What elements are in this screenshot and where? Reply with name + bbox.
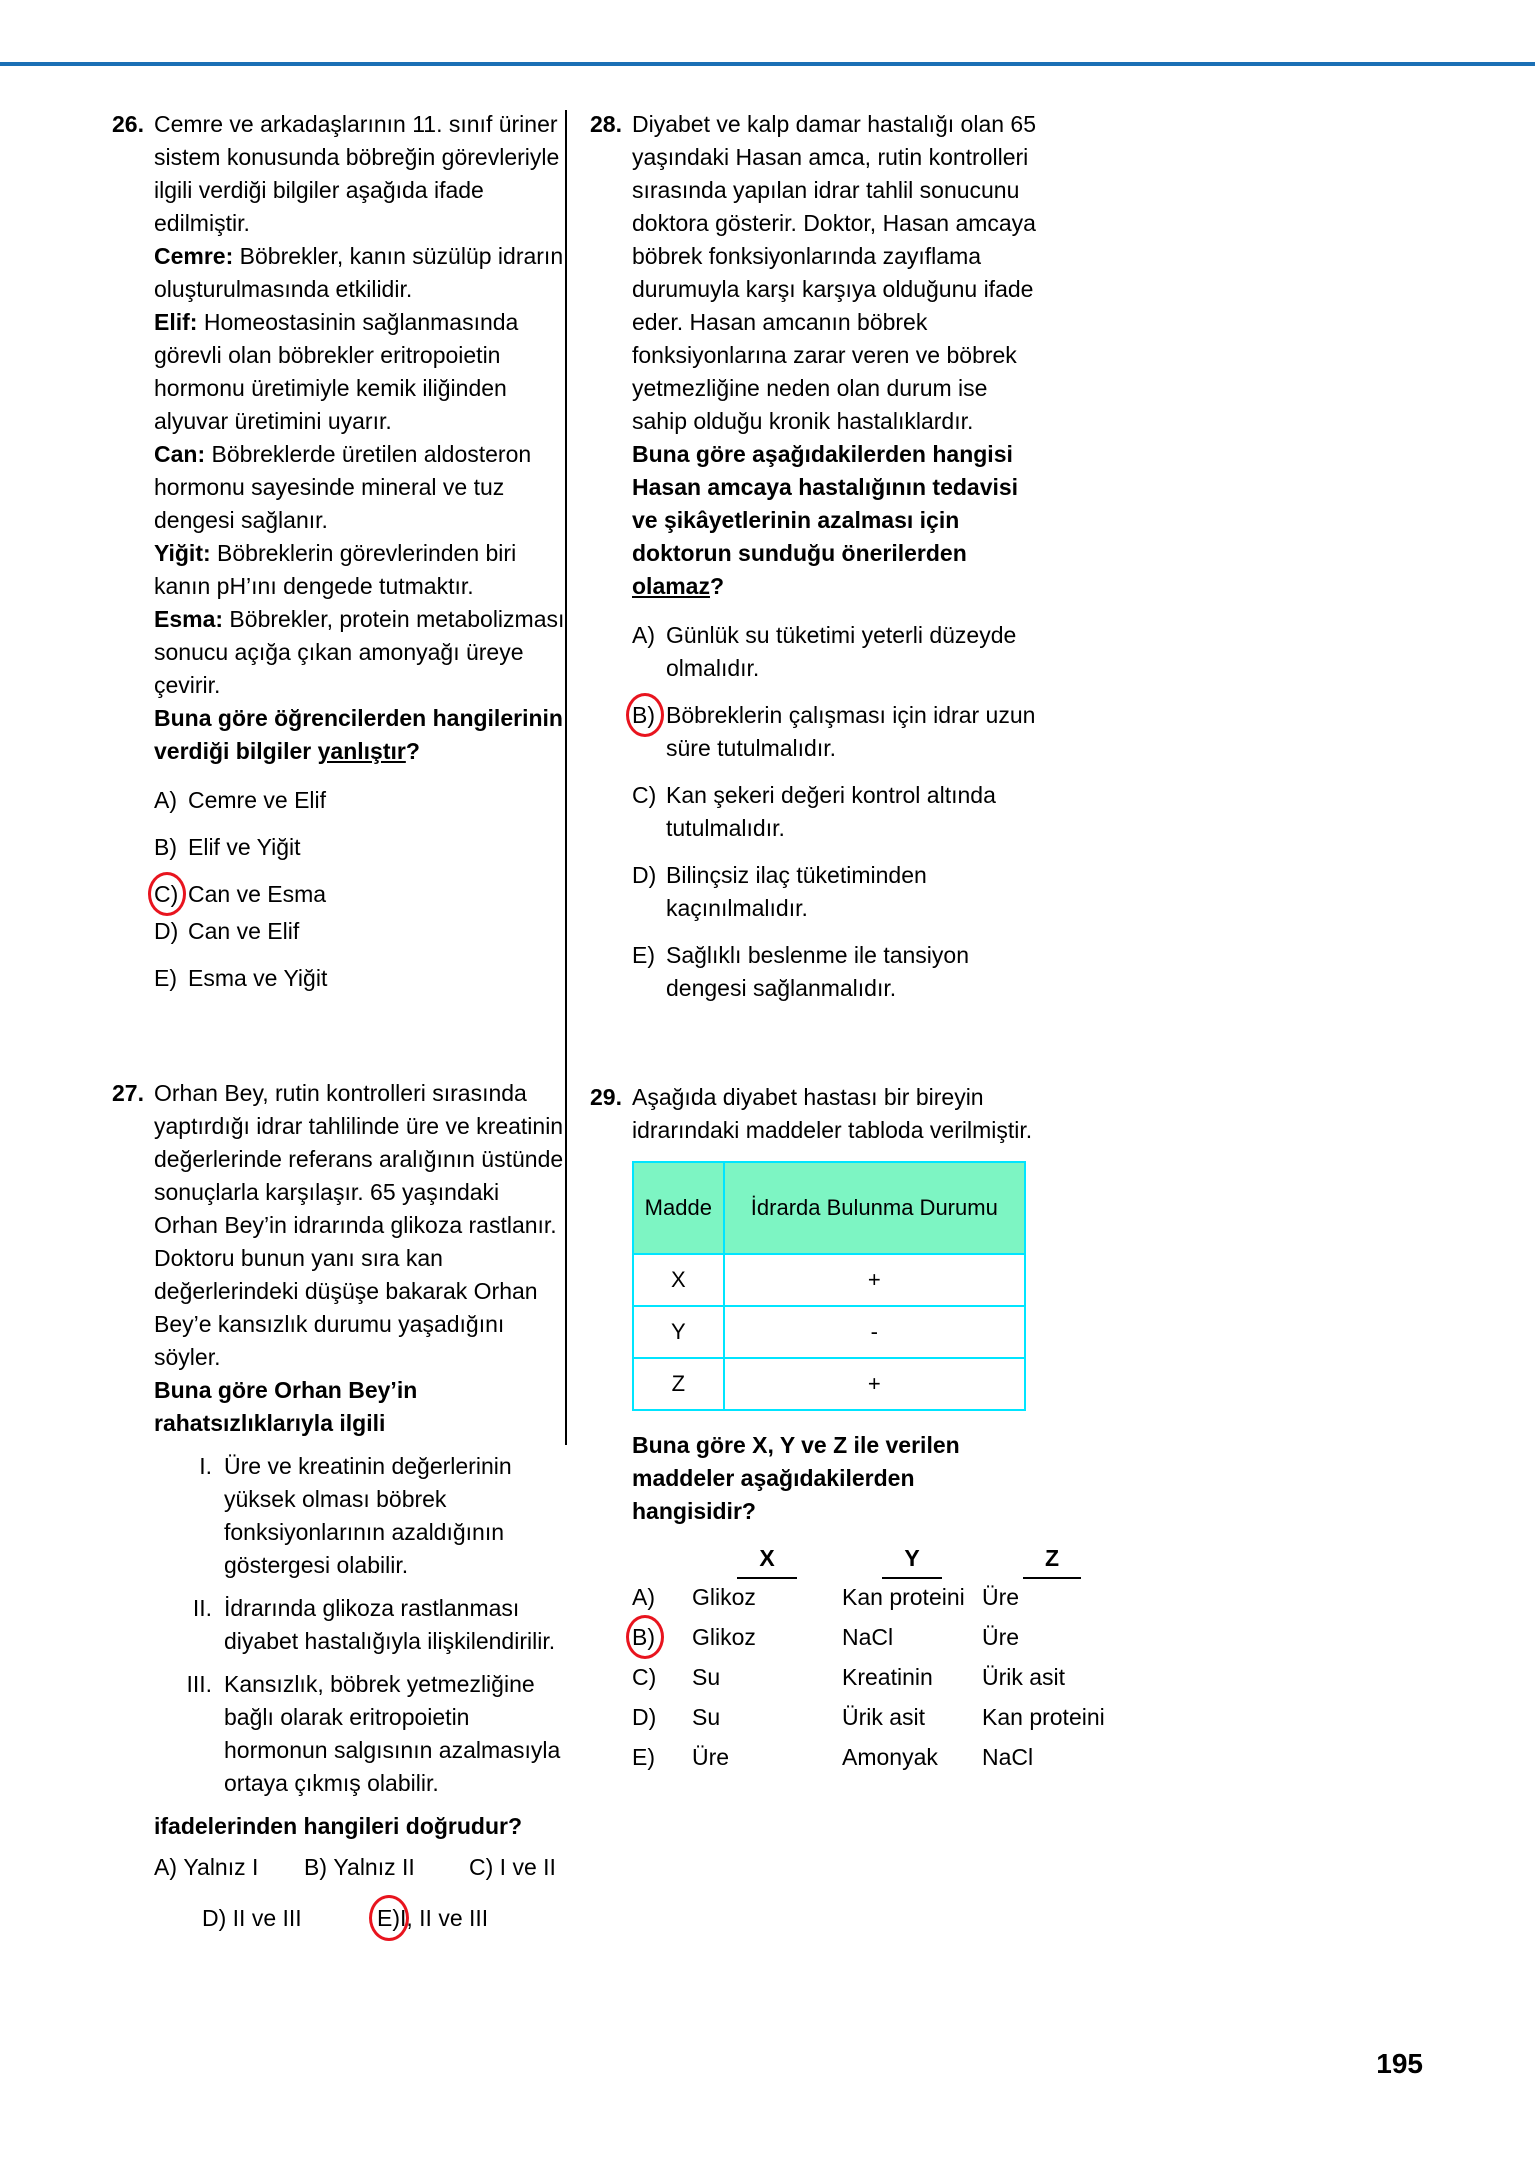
option-28-b[interactable] [632,699,1040,765]
option-29-d-x: Su [692,1704,721,1730]
option-28-d-text: Bilinçsiz ilaç tüketiminden kaçınılmalıdır. [666,862,927,921]
roman-ii-label: II. [192,1595,212,1621]
option-28-d[interactable] [632,859,1040,925]
question-27-romans [176,1450,567,1800]
question-28-prompt-keyword: olamaz [632,573,710,599]
option-28-c[interactable] [632,779,1040,845]
option-29-c-x: Su [692,1664,721,1690]
table-cell-y-name: Y [633,1306,724,1358]
option-29-d-label: D) [632,1704,657,1730]
statement-cemre [154,240,567,306]
statement-cemre-text: Böbrekler, kanın süzülüp idrarın oluşturulmasında etkilidir. [154,243,564,302]
option-28-e-text: Sağlıklı beslenme ile tansiyon dengesi sağlanmalıdır. [666,942,969,1001]
roman-iii-label: III. [186,1671,212,1697]
table-row [633,1358,1025,1410]
option-29-e-x: Üre [692,1744,730,1770]
statement-yigit-text: Böbreklerin görevlerinden biri kanın pH’ını dengede tutmaktır. [154,540,517,599]
question-28-prompt-pre: Buna göre aşağıdakilerden hangisi Hasan amcaya hastalığının tedavisi ve şikâyetlerinin azalması için doktorun sunduğu önerilerden [632,441,1019,566]
option-29-e-label: E) [632,1744,655,1770]
answer-header-z: Z [982,1542,1122,1579]
question-27-stem: Orhan Bey, rutin kontrolleri sırasında yaptırdığı idrar tahlilinde üre ve kreatinin değerlerinde referans aralığının üstünde sonuçlarla karşılaşır. 65 yaşındaki Orhan Bey’in idrarında glikoza rastlanır. Doktoru bunun yanı sıra kan değerlerindeki düşüşe bakarak Orhan Bey’e kansızlık durumu yaşadığını söyler. [154,1080,564,1370]
question-26-prompt-post: ? [405,738,420,764]
question-29 [590,1081,1105,1774]
option-27-c-text: I ve II [499,1854,556,1880]
option-27-d-text: II ve III [232,1905,302,1931]
urine-substances-table [632,1161,1026,1411]
question-29-stem: Aşağıda diyabet hastası bir bireyin idrarındaki maddeler tabloda verilmiştir. [632,1084,1033,1143]
option-27-b-text: Yalnız II [333,1854,415,1880]
question-28-options [632,619,1040,1005]
option-29-a-x: Glikoz [692,1584,756,1610]
roman-ii-text: İdrarında glikoza rastlanması diyabet hastalığıyla ilişkilendirilir. [224,1595,556,1654]
question-gap [590,1019,1040,1081]
option-26-a-label: A) [154,787,177,813]
option-28-c-label: C) [632,782,657,808]
option-29-b[interactable] [632,1621,1040,1654]
option-28-b-label: B) [632,702,655,728]
question-26-body [154,108,567,995]
roman-item-iii [176,1668,567,1800]
option-28-e[interactable] [632,939,1040,1005]
option-29-e[interactable] [632,1741,1040,1774]
question-26-options [154,784,567,995]
option-27-c-label: C) [469,1854,494,1880]
question-28-stem: Diyabet ve kalp damar hastalığı olan 65 yaşındaki Hasan amca, rutin kontrolleri sırasında yapılan idrar tahlil sonucunu doktora gösterir. Doktor, Hasan amcaya böbrek fonksiyonlarında zayıflama durumuyla karşı karşıya olduğunu ifade eder. Hasan amcanın böbrek fonksiyonlarına zarar veren ve böbrek yetmezliğine neden olan durum ise sahip olduğu kronik hastalıklardır. [632,111,1037,434]
option-26-c[interactable] [154,878,567,911]
option-27-e-text: I, II ve III [400,1905,489,1931]
speaker-can: Can: [154,441,206,467]
question-29-number: 29. [590,1084,622,1110]
table-row [633,1306,1025,1358]
option-29-c-z: Ürik asit [982,1664,1066,1690]
option-28-a[interactable] [632,619,1040,685]
speaker-esma: Esma: [154,606,224,632]
roman-iii-text: Kansızlık, böbrek yetmezliğine bağlı olarak eritropoietin hormonun salgısının azalmasıyla ortaya çıkmış olabilir. [224,1671,561,1796]
question-28-prompt [632,438,1040,603]
option-29-b-z: Üre [982,1624,1020,1650]
option-26-e-text: Esma ve Yiğit [188,965,328,991]
question-28-number: 28. [590,111,622,137]
question-26-number: 26. [112,111,144,137]
option-27-a-text: Yalnız I [183,1854,259,1880]
option-27-b-label: B) [304,1854,327,1880]
option-29-c[interactable] [632,1661,1066,1694]
option-26-e[interactable] [154,962,567,995]
option-29-b-y: NaCl [842,1624,894,1650]
question-27-options [154,1851,567,1935]
option-27-d[interactable] [202,1902,377,1935]
table-cell-z-name: Z [633,1358,724,1410]
statement-elif [154,306,567,438]
option-27-c[interactable] [469,1851,556,1884]
option-27-a-label: A) [154,1854,177,1880]
option-28-a-text: Günlük su tüketimi yeterli düzeyde olmalıdır. [666,622,1017,681]
option-26-c-label: C) [154,881,179,907]
option-27-b[interactable] [304,1851,469,1884]
header-rule [0,62,1535,66]
statement-esma [154,603,567,702]
table-header-row [633,1162,1025,1254]
option-29-c-y: Kreatinin [842,1664,933,1690]
option-26-b-label: B) [154,834,177,860]
question-26-prompt [154,702,567,768]
option-29-c-label: C) [632,1664,657,1690]
option-29-a-z: Üre [982,1584,1020,1610]
option-27-e[interactable] [377,1902,488,1935]
statement-can [154,438,567,537]
question-29-options [632,1542,1105,1774]
answer-header-spacer [632,1542,692,1579]
table-cell-x-name: X [633,1254,724,1306]
question-26-prompt-pre: Buna göre öğrencilerden hangilerinin verdiği bilgiler [154,705,563,764]
option-29-d-z: Kan proteini [982,1704,1105,1730]
speaker-cemre: Cemre: [154,243,234,269]
option-28-c-text: Kan şekeri değeri kontrol altında tutulmalıdır. [666,782,996,841]
option-26-c-text: Can ve Esma [188,881,327,907]
table-cell-z-value: + [724,1358,1025,1410]
answer-header-y: Y [842,1542,982,1579]
table-header-durum: İdrarda Bulunma Durumu [724,1162,1025,1254]
question-27-body [154,1077,567,1935]
statement-can-text: Böbreklerde üretilen aldosteron hormonu sayesinde mineral ve tuz dengesi sağlanır. [154,441,532,533]
question-29-prompt: Buna göre X, Y ve Z ile verilen maddeler aşağıdakilerden hangisidir? [632,1432,960,1524]
table-row [633,1254,1025,1306]
question-26-stem: Cemre ve arkadaşlarının 11. sınıf üriner sistem konusunda böbreğin görevleriyle ilgili verdiği bilgiler aşağıda ifade edilmiştir. [154,111,560,236]
option-29-a[interactable] [632,1581,1040,1614]
option-26-a[interactable] [154,784,567,817]
page-number: 195 [1376,2048,1423,2079]
roman-i-label: I. [199,1453,212,1479]
speaker-yigit: Yiğit: [154,540,211,566]
option-26-a-text: Cemre ve Elif [188,787,327,813]
option-29-a-label: A) [632,1584,655,1610]
option-28-a-label: A) [632,622,655,648]
option-27-e-label: E) [377,1905,400,1931]
speaker-elif: Elif: [154,309,198,335]
option-29-a-y: Kan proteini [842,1584,965,1610]
statement-esma-text: Böbrekler, protein metabolizması sonucu açığa çıkan amonyağı üreye çevirir. [154,606,565,698]
option-26-d[interactable] [154,915,567,948]
roman-item-i [176,1450,567,1582]
question-29-body [632,1081,1105,1774]
option-29-b-x: Glikoz [692,1624,756,1650]
option-29-d-y: Ürik asit [842,1704,926,1730]
option-29-e-z: NaCl [982,1744,1034,1770]
question-28-body [632,108,1040,1005]
statement-yigit [154,537,567,603]
right-column [590,108,1105,1781]
question-26-prompt-keyword: yanlıştır [317,738,406,764]
question-27 [112,1077,567,1935]
option-27-a[interactable] [154,1851,304,1884]
option-27-d-label: D) [202,1905,227,1931]
table-header-madde: Madde [633,1162,724,1254]
question-27-options-row-2 [202,1902,567,1935]
option-26-b-text: Elif ve Yiğit [188,834,301,860]
question-27-number: 27. [112,1080,144,1106]
roman-i-text: Üre ve kreatinin değerlerinin yüksek olması böbrek fonksiyonlarının azaldığının göstergesi olabilir. [224,1453,512,1578]
option-26-d-text: Can ve Elif [188,918,300,944]
answer-header-x: X [692,1542,842,1579]
question-26 [112,108,567,995]
option-28-d-label: D) [632,862,657,888]
option-29-b-label: B) [632,1624,655,1650]
option-28-e-label: E) [632,942,655,968]
option-29-d[interactable] [632,1701,1105,1734]
roman-item-ii [176,1592,567,1658]
table-cell-y-value: - [724,1306,1025,1358]
option-28-b-text: Böbreklerin çalışması için idrar uzun süre tutulmalıdır. [666,702,1036,761]
question-gap [112,1009,567,1077]
statement-elif-text: Homeostasinin sağlanmasında görevli olan böbrekler eritropoietin hormonu üretimiyle kemik iliğinden alyuvar üretimini uyarır. [154,309,519,434]
question-27-options-row-1 [154,1851,567,1884]
option-26-e-label: E) [154,965,177,991]
question-28-prompt-post: ? [709,573,725,599]
answer-column-headers [632,1542,1060,1579]
option-26-d-label: D) [154,918,179,944]
question-28 [590,108,1040,1005]
question-27-prompt2: ifadelerinden hangileri doğrudur? [154,1813,523,1839]
left-column [112,108,567,1953]
option-26-b[interactable] [154,831,567,864]
question-27-prompt: Buna göre Orhan Bey’in rahatsızlıklarıyla ilgili [154,1377,418,1436]
table-cell-x-value: + [724,1254,1025,1306]
option-29-e-y: Amonyak [842,1744,938,1770]
